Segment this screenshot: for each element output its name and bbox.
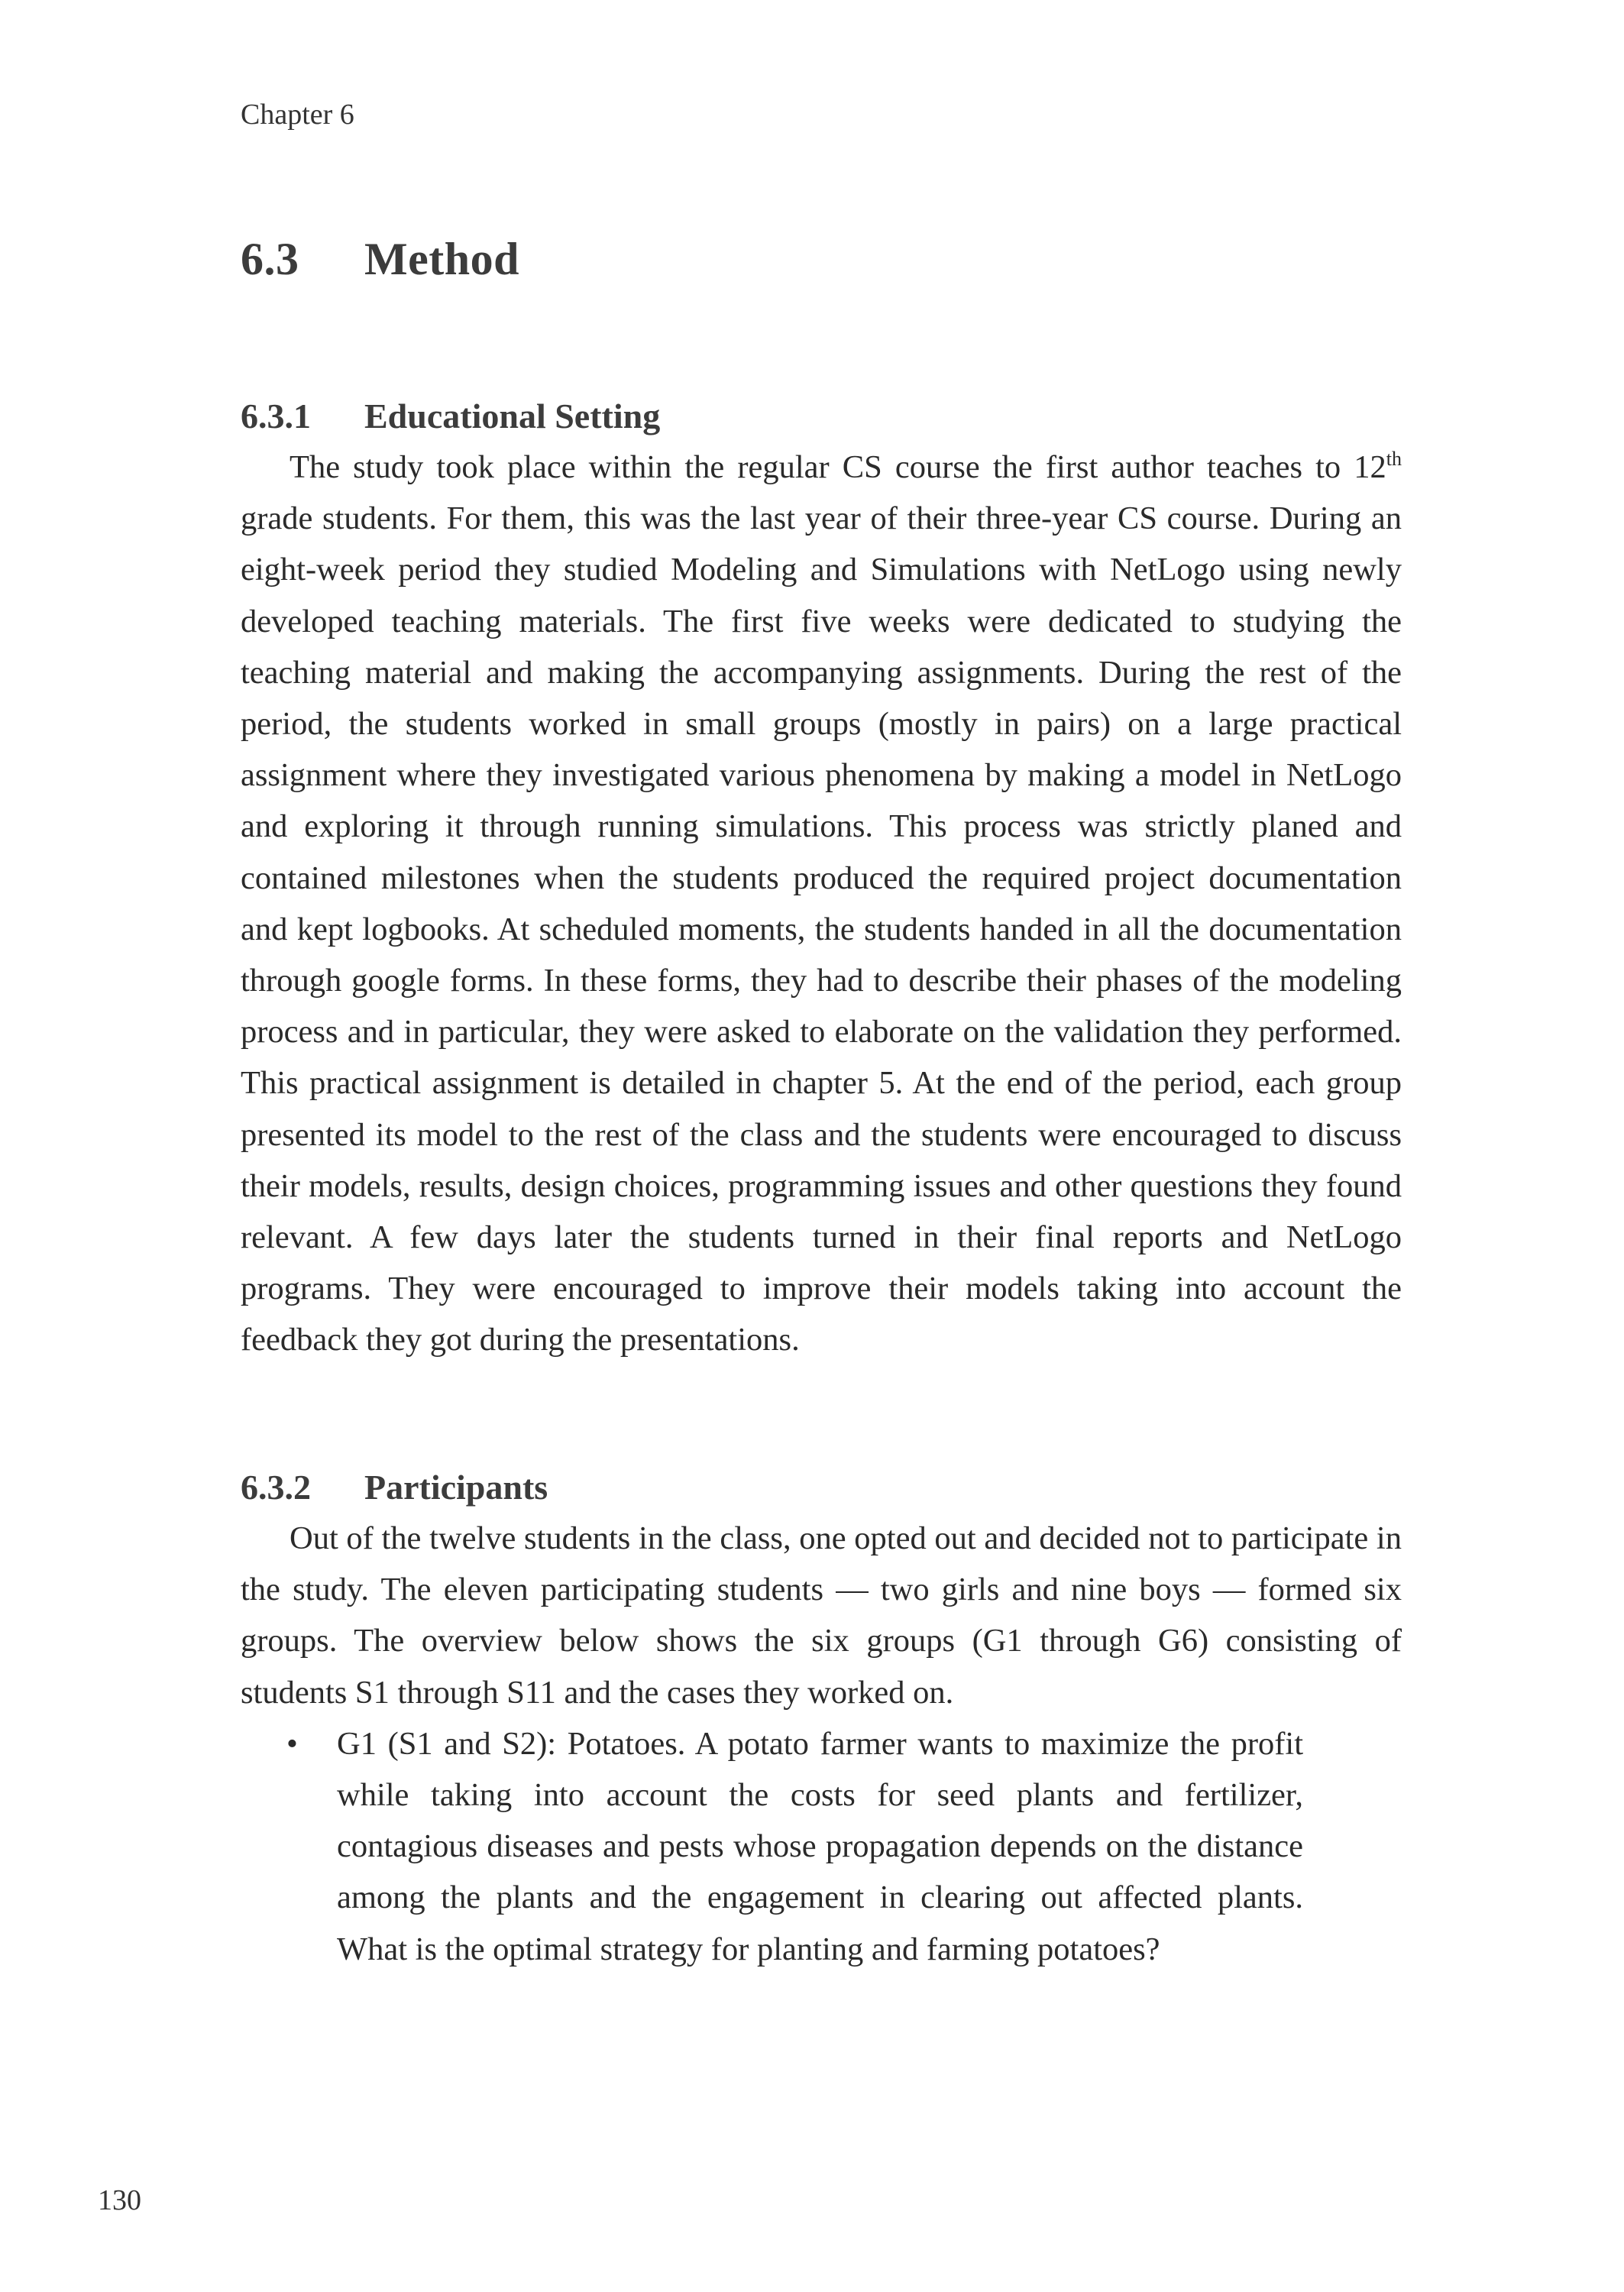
- running-head: Chapter 6: [241, 99, 354, 131]
- section-title: Method: [364, 234, 519, 284]
- page-number: 130: [98, 2184, 141, 2216]
- subsection-number: 6.3.2: [241, 1468, 311, 1507]
- group-list: [241, 1718, 1303, 1975]
- list-item-text: G1 (S1 and S2): Potatoes. A potato farmer wants to maximize the profit while taking into account the costs for seed plants and fertilizer, contagious diseases and pests whose propagation depends on the distance among the plants and the engagement in clearing out affected plants. What is the optimal strategy for planting and farming potatoes?: [337, 1725, 1303, 1967]
- list-item: [286, 1718, 1303, 1975]
- subsection-heading: [241, 1462, 1402, 1513]
- paragraph: Out of the twelve students in the class, one opted out and decided not to participate in the study. The eleven participating students — two girls and nine boys — formed six groups. The overview below shows the six groups (G1 through G6) consisting of students S1 through S11 and the cases they worked on.: [241, 1520, 1402, 1711]
- paragraph-text: The study took place within the regular CS course the first author teaches to 12: [290, 449, 1386, 485]
- subsection-educational-setting: [241, 390, 1402, 1366]
- superscript: th: [1386, 448, 1402, 470]
- subsection-heading: [241, 390, 1402, 442]
- subsection-number: 6.3.1: [241, 397, 311, 435]
- section-heading: [241, 233, 519, 286]
- subsection-title: Participants: [364, 1468, 548, 1507]
- subsection-participants: [241, 1462, 1402, 1975]
- subsection-title: Educational Setting: [364, 397, 661, 435]
- paragraph: [241, 442, 1402, 1366]
- bullet-icon: •: [286, 1725, 298, 1762]
- section-number: 6.3: [241, 234, 299, 284]
- paragraph-text: grade students. For them, this was the last year of their three-year CS course. During an eight-week period they studied Modeling and Simulations with NetLogo using newly developed teaching materials. The first five weeks were dedicated to studying the teaching material and making the accompanying assignments. During the rest of the period, the students worked in small groups (mostly in pairs) on a large practical assignment where they investigated various phenomena by making a model in NetLogo and exploring it through running simulations. This process was strictly planed and contained milestones when the students produced the required project documentation and kept logbooks. At scheduled moments, the students handed in all the documentation through google forms. In these forms, they had to describe their phases of the modeling process and in particular, they were asked to elaborate on the validation they performed. This practical assignment is detailed in chapter 5. At the end of the period, each group presented its model to the rest of the class and the students were encouraged to discuss their models, results, design choices, programming issues and other questions they found relevant. A few days later the students turned in their final reports and NetLogo programs. They were encouraged to improve their models taking into account the feedback they got during the presentations.: [241, 500, 1402, 1358]
